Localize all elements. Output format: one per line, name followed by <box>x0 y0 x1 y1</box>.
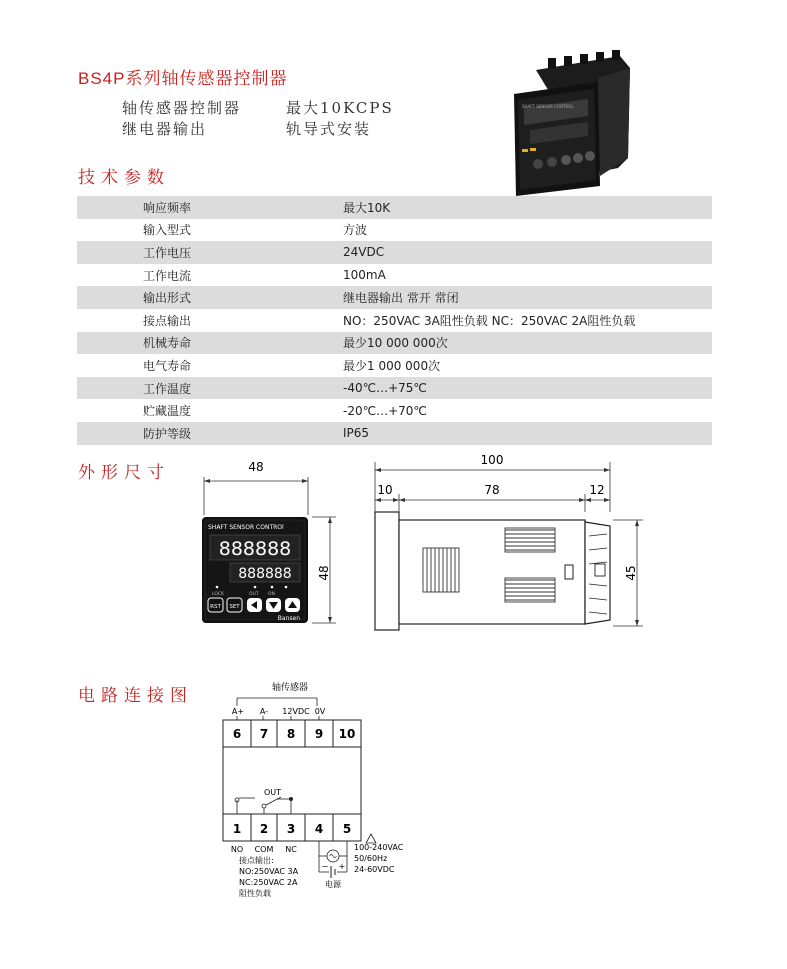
spec-key: 工作温度 <box>143 381 192 396</box>
spec-value: 继电器输出 常开 常闭 <box>343 291 459 306</box>
front-width-dim: 48 <box>248 460 264 474</box>
pin-label-com: COM <box>254 845 274 854</box>
spec-key: 输出形式 <box>143 291 192 306</box>
section-title-dims: 外形尺寸 <box>78 463 170 483</box>
pin-label-no: NO <box>230 845 244 854</box>
spec-key: 电气寿命 <box>143 358 192 373</box>
terminal-1: 1 <box>232 822 242 836</box>
spec-row <box>77 219 712 242</box>
rst-button-label: RST <box>210 604 221 610</box>
page-title: BS4P系列轴传感器控制器 <box>78 69 288 88</box>
terminal-9: 9 <box>314 727 324 741</box>
feature-2-right: 轨导式安装 <box>286 120 372 138</box>
product-photo <box>508 48 648 196</box>
terminal-3: 3 <box>286 822 296 836</box>
pin-label-nc: NC <box>285 845 297 854</box>
spec-row <box>77 422 712 445</box>
spec-value: 最少10 000 000次 <box>343 336 448 351</box>
spec-value: -20℃…+70℃ <box>343 403 427 418</box>
contact-no: NO:250VAC 3A <box>239 867 299 876</box>
side-height-dim: 45 <box>624 565 638 581</box>
led-out-label: OUT <box>249 592 259 597</box>
spec-value: NO：250VAC 3A阻性负载 NC：250VAC 2A阻性负载 <box>343 313 636 328</box>
feature-1-left: 轴传感器控制器 <box>122 99 242 117</box>
spec-row <box>77 377 712 400</box>
spec-key: 响应频率 <box>143 200 192 215</box>
spec-key: 贮藏温度 <box>143 404 192 419</box>
spec-value: 100mA <box>343 268 386 283</box>
side-view-drawing <box>365 450 655 635</box>
side-body-dim: 78 <box>484 483 500 497</box>
terminal-4: 4 <box>314 822 324 836</box>
contact-load: 阻性负载 <box>239 889 271 898</box>
spec-value: 最大10K <box>343 200 391 215</box>
spec-row <box>77 264 712 287</box>
power-plus: + <box>338 862 346 871</box>
spec-row <box>77 196 712 219</box>
spec-row <box>77 241 712 264</box>
spec-value: 24VDC <box>343 245 385 260</box>
led-on-label: ON <box>268 592 275 597</box>
spec-row <box>77 286 712 309</box>
power-spec-dc: 24-60VDC <box>354 865 395 874</box>
spec-row <box>77 399 712 422</box>
set-button-label: SET <box>229 604 240 610</box>
section-title-tech: 技术参数 <box>78 168 170 188</box>
relay-out-label: OUT <box>264 788 282 797</box>
spec-key: 机械寿命 <box>143 336 192 351</box>
power-spec-freq: 50/60Hz <box>354 854 388 863</box>
spec-key: 输入型式 <box>143 223 192 238</box>
sensor-label: 轴传感器 <box>271 683 309 693</box>
wiring-diagram <box>215 676 425 901</box>
terminal-2: 2 <box>259 822 269 836</box>
spec-key: 工作电压 <box>143 245 192 260</box>
warning-triangle-icon <box>366 834 376 843</box>
sensor-pin-0v: 0V <box>314 707 326 716</box>
spec-row <box>77 309 712 332</box>
spec-key: 工作电流 <box>143 268 192 283</box>
svg-text:SHAFT SENSOR CONTROL: SHAFT SENSOR CONTROL <box>522 104 574 109</box>
spec-value: 方波 <box>343 223 368 238</box>
display-bottom: 888888 <box>238 566 292 582</box>
feature-2-left: 继电器输出 <box>122 120 208 138</box>
side-total-dim: 100 <box>480 453 504 467</box>
contact-title: 接点输出: <box>239 856 274 865</box>
spec-row <box>77 332 712 355</box>
power-spec-ac: 100-240VAC <box>354 843 404 852</box>
side-rear-dim: 12 <box>589 483 605 497</box>
spec-table <box>77 196 712 445</box>
feature-1-right: 最大10KCPS <box>286 99 394 117</box>
terminal-10: 10 <box>338 727 356 741</box>
terminal-6: 6 <box>232 727 242 741</box>
brand-logo: Bansen <box>277 615 300 622</box>
front-height-dim: 48 <box>317 565 331 581</box>
terminal-7: 7 <box>259 727 269 741</box>
power-label: 电源 <box>325 880 341 889</box>
spec-value: -40℃…+75℃ <box>343 381 427 396</box>
contact-nc: NC:250VAC 2A <box>239 878 298 887</box>
spec-key: 接点输出 <box>143 313 192 328</box>
terminal-5: 5 <box>342 822 352 836</box>
sensor-pin-a-minus: A- <box>259 707 269 716</box>
front-view-drawing <box>190 455 340 635</box>
spec-row <box>77 354 712 377</box>
sensor-pin-a-plus: A+ <box>231 707 245 716</box>
spec-value: IP65 <box>343 426 370 441</box>
spec-key: 防护等级 <box>143 426 192 441</box>
terminal-8: 8 <box>286 727 296 741</box>
led-lock-label: LOCK <box>212 592 224 597</box>
section-title-circuit: 电路连接图 <box>78 686 193 706</box>
display-top: 888888 <box>218 538 292 560</box>
power-minus: − <box>321 862 329 871</box>
spec-value: 最少1 000 000次 <box>343 358 441 373</box>
side-front-dim: 10 <box>377 483 393 497</box>
sensor-pin-12vdc: 12VDC <box>282 707 310 716</box>
panel-label: SHAFT SENSOR CONTROl <box>208 524 284 531</box>
